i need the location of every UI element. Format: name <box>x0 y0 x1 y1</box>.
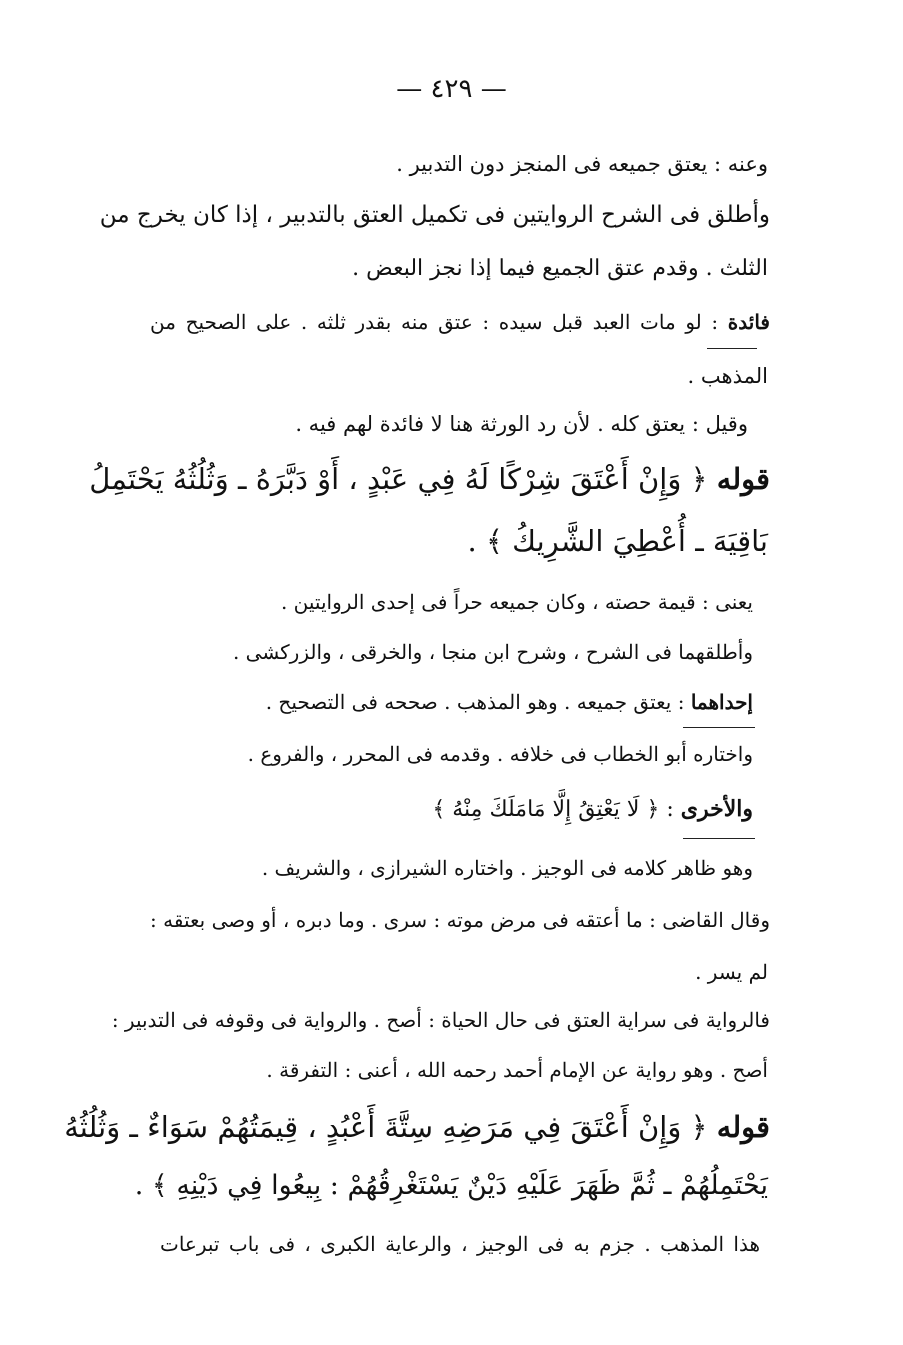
text-line <box>150 310 770 334</box>
text-segment: ﴿ وَإِنْ أَعْتَقَ شِرْكًا لَهُ فِي عَبْدٍ ، أَوْ دَبَّرَهُ ـ وَثُلُثُهُ يَحْتَمِلُ <box>89 462 708 496</box>
text-line: واختاره أبو الخطاب فى خلافه . وقدمه فى المحرر ، والفروع . <box>247 742 753 766</box>
heading-qawluhu: قوله <box>716 462 770 496</box>
text-line: الثلث . وقدم عتق الجميع فيما إذا نجز البعض . <box>352 256 768 281</box>
text-line: فالرواية فى سراية العتق فى حال الحياة : أصح . والرواية فى وقوفه فى التدبير : <box>111 1008 770 1032</box>
quoted-matn-line <box>64 1110 770 1144</box>
text-line: هذا المذهب . جزم به فى الوجيز ، والرعاية الكبرى ، فى باب تبرعات <box>160 1232 760 1256</box>
text-line: وأطلقهما فى الشرح ، وشرح ابن منجا ، والخرقى ، والزركشى . <box>232 640 753 664</box>
underline-rule <box>707 348 757 349</box>
text-line: وقيل : يعتق كله . لأن رد الورثة هنا لا فائدة لهم فيه . <box>295 412 748 436</box>
text-line <box>432 796 753 822</box>
heading-al-ukhra: والأخرى <box>680 796 753 822</box>
text-segment: : يعتق جميعه . وهو المذهب . صححه فى التصحيح . <box>265 690 685 714</box>
text-line: أصح . وهو رواية عن الإمام أحمد رحمه الله ، أعنى : التفرقة . <box>266 1058 768 1082</box>
text-segment: : لو مات العبد قبل سيده : عتق منه بقدر ثلثه . على الصحيح من <box>150 310 719 334</box>
quoted-matn-line <box>89 462 770 496</box>
text-line: وعنه : يعتق جميعه فى المنجز دون التدبير . <box>396 152 768 176</box>
quoted-text-segment: : ﴿ لَا يَعْتِقُ إِلَّا مَامَلَكَ مِنْهُ ﴾ <box>432 797 674 822</box>
underline-rule <box>683 838 755 839</box>
text-line: لم يسر . <box>695 960 768 984</box>
text-segment: ﴿ وَإِنْ أَعْتَقَ فِي مَرَضِهِ سِتَّةَ أَعْبُدٍ ، قِيمَتُهُمْ سَوَاءٌ ـ وَثُلُثُهُ <box>64 1110 708 1144</box>
heading-qawluhu: قوله <box>716 1110 770 1144</box>
text-line: وأطلق فى الشرح الروايتين فى تكميل العتق بالتدبير ، إذا كان يخرج من <box>99 202 770 228</box>
text-line: يعنى : قيمة حصته ، وكان جميعه حراً فى إحدى الروايتين . <box>280 590 753 614</box>
heading-ihdahuma: إحداهما <box>690 690 753 714</box>
heading-faida: فائدة <box>727 310 770 334</box>
text-line: وهو ظاهر كلامه فى الوجيز . واختاره الشيرازى ، والشريف . <box>261 856 753 880</box>
text-line: وقال القاضى : ما أعتقه فى مرض موته : سرى . وما دبره ، أو وصى بعتقه : <box>150 908 770 932</box>
quoted-matn-line: يَحْتَمِلُهُمْ ـ ثُمَّ ظَهَرَ عَلَيْهِ دَيْنٌ يَسْتَغْرِقُهُمْ : بِيعُوا فِي دَيْنِهِ ﴾ . <box>134 1170 768 1201</box>
text-line <box>266 690 753 714</box>
quoted-matn-line: بَاقِيَهَ ـ أُعْطِيَ الشَّرِيكُ ﴾ . <box>467 524 768 558</box>
underline-rule <box>683 727 755 728</box>
page-number: — ٤٢٩ — <box>396 74 507 104</box>
text-line: المذهب . <box>687 364 768 388</box>
